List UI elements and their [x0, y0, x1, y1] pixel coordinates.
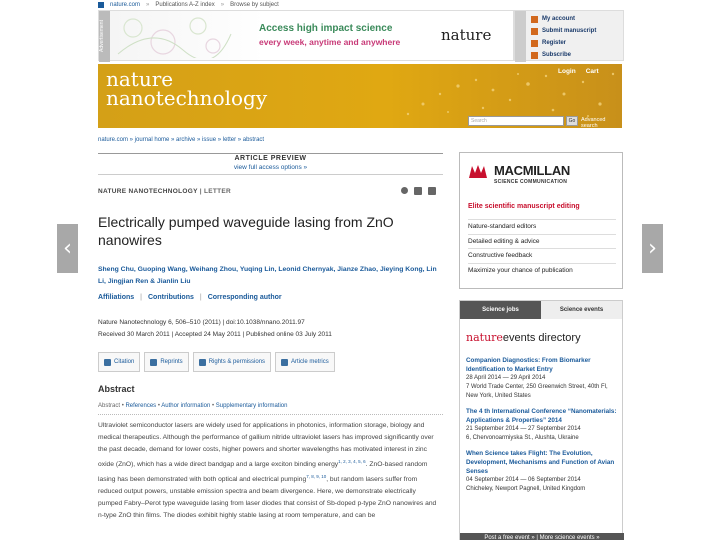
rights-icon	[199, 359, 206, 366]
rights-permissions-button[interactable]	[193, 352, 271, 372]
button-label: Article metrics	[291, 359, 329, 365]
access-options-link[interactable]: view full access options »	[233, 164, 308, 171]
list-item	[466, 407, 618, 443]
event-title-link[interactable]: Companion Diagnostics: From Biomarker Identification to Market Entry	[466, 357, 591, 373]
list-item	[466, 356, 618, 401]
ad-label: Advertisement	[99, 11, 110, 62]
citation-icon	[104, 359, 111, 366]
nav-separator: »	[146, 1, 150, 8]
submit-manuscript-link[interactable]	[531, 25, 596, 37]
divider: |	[199, 294, 202, 301]
article-toolbar	[98, 352, 335, 372]
event-date: 28 April 2014 — 29 April 2014	[466, 375, 546, 381]
menu-item-label: Subscribe	[542, 52, 572, 58]
supplementary-link[interactable]: Supplementary information	[215, 403, 288, 409]
divider: |	[140, 294, 142, 301]
macmillan-ad[interactable]	[459, 152, 623, 289]
button-label: Rights & permissions	[208, 359, 266, 365]
tab-science-jobs[interactable]: Science jobs	[460, 301, 541, 319]
list-item	[466, 449, 618, 494]
author-list[interactable]: Sheng Chu, Guoping Wang, Weihang Zhou, Yuqing Lin, Leonid Chernyak, Jianze Zhao, Jieying Kong, Lin Li, Jingjian Ren & Jianlin Liu	[98, 266, 437, 285]
reprints-icon	[150, 359, 157, 366]
abstract-heading: Abstract	[98, 384, 135, 394]
article-preview-header	[98, 153, 443, 175]
reference-link[interactable]: 1, 2, 3, 4, 5, 6	[338, 458, 366, 464]
metrics-icon	[281, 359, 288, 366]
floral-decoration-image	[113, 14, 233, 58]
menu-item-label: Register	[542, 40, 567, 46]
events-tabs	[460, 301, 622, 319]
search-input[interactable]: Search	[468, 116, 564, 126]
breadcrumb[interactable]: nature.com » journal home » archive » issue » letter » abstract	[98, 137, 265, 143]
share-icon[interactable]	[401, 187, 408, 194]
ad-feature-list	[468, 219, 616, 277]
login-link[interactable]: Login	[558, 68, 576, 75]
affiliations-link[interactable]: Affiliations	[98, 294, 135, 301]
journal-logo[interactable]	[106, 67, 268, 110]
subscribe-icon	[531, 52, 538, 59]
ad-brand-logo: nature	[441, 26, 492, 44]
journal-name: NATURE NANOTECHNOLOGY	[98, 188, 198, 195]
author-info-links	[98, 294, 282, 301]
menu-item-label: Submit manuscript	[542, 28, 597, 34]
contributions-link[interactable]: Contributions	[148, 294, 194, 301]
author-information-link[interactable]: Author information	[161, 403, 211, 409]
email-icon[interactable]	[414, 187, 422, 195]
ad-brand-name: MACMILLAN	[494, 163, 571, 178]
print-icon[interactable]	[428, 187, 436, 195]
menu-item-label: My account	[542, 16, 576, 22]
reprints-button[interactable]	[144, 352, 188, 372]
advanced-search-link[interactable]: Advanced search	[581, 117, 606, 128]
section-navigation	[98, 403, 287, 409]
citation-button[interactable]	[98, 352, 140, 372]
home-icon[interactable]	[98, 2, 104, 8]
event-location: 7 World Trade Center, 250 Greenwich Street, 40th Fl, New York, United States	[466, 384, 608, 399]
register-link[interactable]	[531, 37, 596, 49]
event-title-link[interactable]: When Science takes Flight: The Evolution, Development, Mechanisms and Function of Avian Senses	[466, 450, 615, 475]
event-date: 21 September 2014 — 27 September 2014	[466, 426, 581, 432]
events-list	[466, 356, 618, 500]
ad-brand-subtitle: SCIENCE COMMUNICATION	[494, 179, 568, 185]
list-item: Maximize your chance of publication	[468, 263, 616, 278]
citation-line: Nature Nanotechnology 6, 506–510 (2011) | doi:10.1038/nnano.2011.97	[98, 319, 305, 326]
divider: •	[157, 403, 162, 409]
user-menu	[514, 10, 624, 61]
logo-line-1: nature	[106, 67, 174, 91]
next-slide-button[interactable]: ›	[642, 224, 663, 273]
login-cart-group	[558, 68, 599, 75]
list-item: Constructive feedback	[468, 248, 616, 263]
site-home-link[interactable]: nature.com	[110, 1, 141, 8]
account-icon	[531, 16, 538, 23]
reference-link[interactable]: 7, 8, 9, 10	[306, 473, 327, 479]
events-title-rest: events directory	[502, 332, 581, 344]
subscribe-link[interactable]	[531, 49, 596, 61]
article-metrics-button[interactable]	[275, 352, 335, 372]
events-directory-title	[466, 331, 581, 344]
current-section: Abstract	[98, 403, 121, 409]
user-menu-edge	[515, 11, 526, 62]
event-title-link[interactable]: The 4 th International Conference “Nanomaterials: Applications & Properties” 2014	[466, 408, 617, 424]
journal-type-line	[98, 188, 443, 195]
ad-tagline: Elite scientific manuscript editing	[468, 203, 580, 210]
logo-line-2: nanotechnology	[106, 86, 268, 110]
divider: •	[211, 403, 216, 409]
event-location: 6, Chervonoarmiyska St., Alushta, Ukraine	[466, 435, 579, 441]
cart-link[interactable]: Cart	[585, 68, 599, 75]
preview-title: ARTICLE PREVIEW	[234, 155, 307, 162]
event-location: Chicheley, Newport Pagnell, United Kingdom	[466, 486, 586, 492]
register-icon	[531, 40, 538, 47]
share-tools	[401, 187, 436, 195]
article-page	[87, 0, 634, 540]
article-type: LETTER	[203, 188, 232, 195]
macmillan-logo-icon	[468, 163, 488, 179]
references-link[interactable]: References	[125, 403, 157, 409]
list-item: Nature-standard editors	[468, 219, 616, 234]
events-widget	[459, 300, 623, 540]
button-label: Citation	[114, 359, 135, 365]
button-label: Reprints	[160, 359, 183, 365]
divider: |	[199, 188, 204, 195]
publications-link[interactable]: Publications A-Z index	[155, 1, 215, 8]
tab-science-events[interactable]: Science events	[541, 301, 622, 319]
search-go-button[interactable]: Go	[566, 116, 578, 126]
divider: •	[121, 403, 126, 409]
previous-slide-button[interactable]: ‹	[57, 224, 78, 273]
article-title: Electrically pumped waveguide lasing from ZnO nanowires	[98, 214, 394, 248]
browse-subject-link[interactable]: Browse by subject	[230, 1, 279, 8]
abstract-part-2: . ZnO-based random lasing has been demonstrated with both optical and electrical pumping	[98, 460, 428, 484]
events-footer-links[interactable]: Post a free event » | More science events »	[460, 533, 624, 540]
list-item: Detailed editing & advice	[468, 234, 616, 249]
corresponding-author-link[interactable]: Corresponding author	[207, 294, 282, 301]
top-navigation	[98, 0, 618, 9]
journal-masthead	[98, 64, 622, 128]
ad-headline: Access high impact science	[259, 23, 393, 34]
publication-history: Received 30 March 2011 | Accepted 24 May 2011 | Published online 03 July 2011	[98, 331, 332, 338]
event-date: 04 September 2014 — 06 September 2014	[466, 477, 581, 483]
abstract-part-3: , but random lasers suffer from reduced output powers, unstable emission spectra and beam divergence. Here, we demonstrate electrically pumped Fabry–Perot type waveguide lasing from laser diodes that consist of Sb-doped p-type ZnO nanowires and n-type ZnO thin films. The diodes exhibit highly stable lasing at room temperature, and can be	[98, 476, 437, 519]
manuscript-icon	[531, 28, 538, 35]
banner-ad[interactable]	[98, 10, 514, 61]
events-brand: nature	[466, 331, 503, 344]
abstract-text	[98, 420, 441, 522]
ad-subline: every week, anytime and anywhere	[259, 37, 401, 47]
my-account-link[interactable]	[531, 13, 596, 25]
abstract-part-1: Ultraviolet semiconductor lasers are widely used for applications in photonics, information storage, biology and medical therapeutics. Although the performance of gallium nitride ultraviolet lasers has improved significantly over the past decade, demand for lower costs, higher powers and shorter wavelengths has motivated interest in zinc oxide (ZnO), which has a wide direct bandgap and a large exciton binding energy	[98, 422, 434, 468]
nav-separator: »	[220, 1, 225, 8]
divider	[98, 414, 443, 415]
